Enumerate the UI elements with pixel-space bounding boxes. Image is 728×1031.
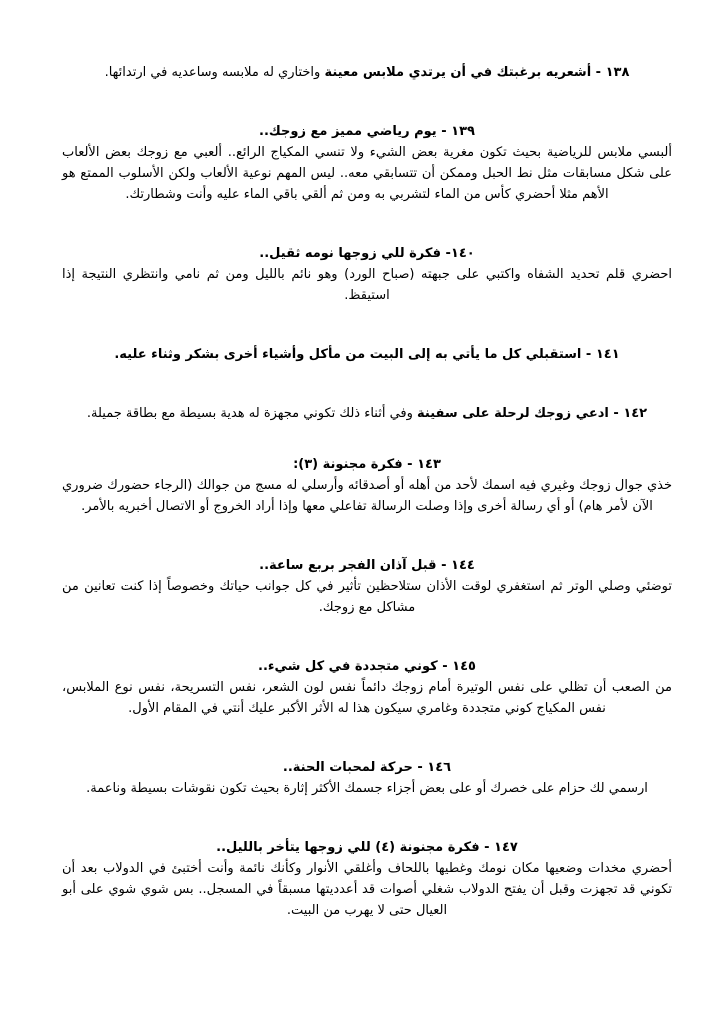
item-body: أحضري مخدات وضعيها مكان نومك وغطيها باللحاف وأغلقي الأنوار وكأنك نائمة وأنت أختبئ في الدولاب بعد أن تكوني قد تجهزت وقبل أن يفتح الدولاب شغلي أصوات قد أعدديتها مسبقاً في المسجل.. بس شوي شوي على أبو العيال حتى لا يهرب من البيت. bbox=[62, 861, 672, 918]
item-140 bbox=[62, 243, 672, 306]
item-number: ١٤٠ bbox=[450, 246, 475, 261]
item-144 bbox=[62, 555, 672, 618]
item-number: ١٤٤ bbox=[451, 558, 475, 573]
item-number: ١٤٥ bbox=[452, 659, 476, 674]
item-title: ١٤٥ - كوني متجددة في كل شيء.. bbox=[258, 659, 476, 674]
item-number: ١٣٨ bbox=[605, 65, 630, 80]
item-title-text: فكرة للي زوجها نومه ثقيل.. bbox=[259, 246, 441, 261]
item-rest: وفي أثناء ذلك تكوني مجهزة له هدية بسيطة مع بطاقة جميلة. bbox=[86, 406, 418, 421]
item-title-text: حركة لمحبات الحنة.. bbox=[282, 760, 413, 775]
item-number: ١٤٦ bbox=[427, 760, 452, 775]
item-143 bbox=[62, 454, 672, 517]
item-146 bbox=[62, 757, 672, 799]
item-title-text: فكرة مجنونة (٣): bbox=[293, 457, 403, 472]
item-rest: واختاري له ملابسه وساعديه في ارتدائها. bbox=[104, 65, 325, 80]
item-lead: ادعي زوجك لرحلة على سفينة bbox=[417, 406, 609, 421]
item-title-text: قبل آذان الفجر بربع ساعة.. bbox=[259, 558, 437, 573]
item-body: ألبسي ملابس للرياضية بحيث تكون مغرية بعض الشيء ولا تنسي المكياج الرائع.. ألعبي مع زوجك بعض الألعاب على شكل مسابقات مثل نط الحبل وممكن أن تتسابقي معه.. ليس المهم نوعية الألعاب ولكن الأسلوب الممتع هو الأهم مثلا أحضري كأس من الماء لتشربي به ومن ثم ألقي باقي الماء عليه وأنت وشطارتك. bbox=[62, 145, 672, 202]
item-lead: استقبلي كل ما يأتي به إلى البيت من مأكل وأشياء أخرى بشكر وثناء عليه. bbox=[114, 347, 582, 362]
item-141: ١٤١ - استقبلي كل ما يأتي به إلى البيت من مأكل وأشياء أخرى بشكر وثناء عليه. bbox=[114, 347, 620, 362]
item-number: ١٤٣ bbox=[417, 457, 441, 472]
item-title: ١٣٩ - يوم رياضي مميز مع زوجك.. bbox=[259, 124, 475, 139]
item-title-text: فكرة مجنونة (٤) للي زوجها يتأخر بالليل.. bbox=[216, 840, 480, 855]
item-lead: أشعريه برغبتك في أن يرتدي ملابس معينة bbox=[324, 65, 592, 80]
item-body: ارسمي لك حزام على خصرك أو على بعض أجزاء جسمك الأكثر إثارة بحيث تكون نقوشات بسيطة وناعمة. bbox=[86, 781, 648, 796]
item-number: ١٣٩ bbox=[451, 124, 475, 139]
item-145 bbox=[62, 656, 672, 719]
item-147 bbox=[62, 837, 672, 921]
item-number: ١٤١ bbox=[595, 347, 620, 362]
item-139 bbox=[62, 121, 672, 205]
item-138: ١٣٨ - أشعريه برغبتك في أن يرتدي ملابس معينة واختاري له ملابسه وساعديه في ارتدائها. bbox=[104, 65, 630, 80]
item-title: ١٤٦ - حركة لمحبات الحنة.. bbox=[282, 760, 452, 775]
item-title: ١٤٣ - فكرة مجنونة (٣): bbox=[293, 457, 441, 472]
item-title: ١٤٠- فكرة للي زوجها نومه ثقيل.. bbox=[259, 246, 475, 261]
item-142: ١٤٢ - ادعي زوجك لرحلة على سفينة وفي أثناء ذلك تكوني مجهزة له هدية بسيطة مع بطاقة جميلة. bbox=[86, 406, 648, 421]
item-body: خذي جوال زوجك وغيري فيه اسمك لأحد من أهله أو أصدقائه وأرسلي له مسج من جوالك (الرجاء حضورك ضروري الآن لأمر هام) أو أي رسالة أخرى وإذا وصلت الرسالة تفاعلي معها وإذا أراد الخروج أو الاتصال أخبريه بالأمر. bbox=[62, 478, 672, 514]
item-title: ١٤٤ - قبل آذان الفجر بربع ساعة.. bbox=[259, 558, 475, 573]
item-number: ١٤٧ bbox=[494, 840, 518, 855]
item-number: ١٤٢ bbox=[623, 406, 648, 421]
item-body: احضري قلم تحديد الشفاه واكتبي على جبهته (صباح الورد) وهو نائم بالليل ومن ثم نامي وانتظري النتيجة إذا استيقظ. bbox=[62, 267, 672, 303]
item-body: توضئي وصلي الوتر ثم استغفري لوقت الأذان ستلاحظين تأثير في كل جوانب حياتك وخصوصاً إذا كنت تعانين من مشاكل مع زوجك. bbox=[62, 579, 672, 615]
item-body: من الصعب أن تظلي على نفس الوتيرة أمام زوجك دائماً نفس لون الشعر، نفس التسريحة، نفس نوع الملابس، نفس المكياج كوني متجددة وغامري سيكون هذا له الأثر الأكبر عليك أنتي في المقام الأول. bbox=[62, 680, 672, 716]
item-title: ١٤٧ - فكرة مجنونة (٤) للي زوجها يتأخر بالليل.. bbox=[216, 840, 518, 855]
item-title-text: كوني متجددة في كل شيء.. bbox=[258, 659, 438, 674]
item-title-text: يوم رياضي مميز مع زوجك.. bbox=[259, 124, 437, 139]
